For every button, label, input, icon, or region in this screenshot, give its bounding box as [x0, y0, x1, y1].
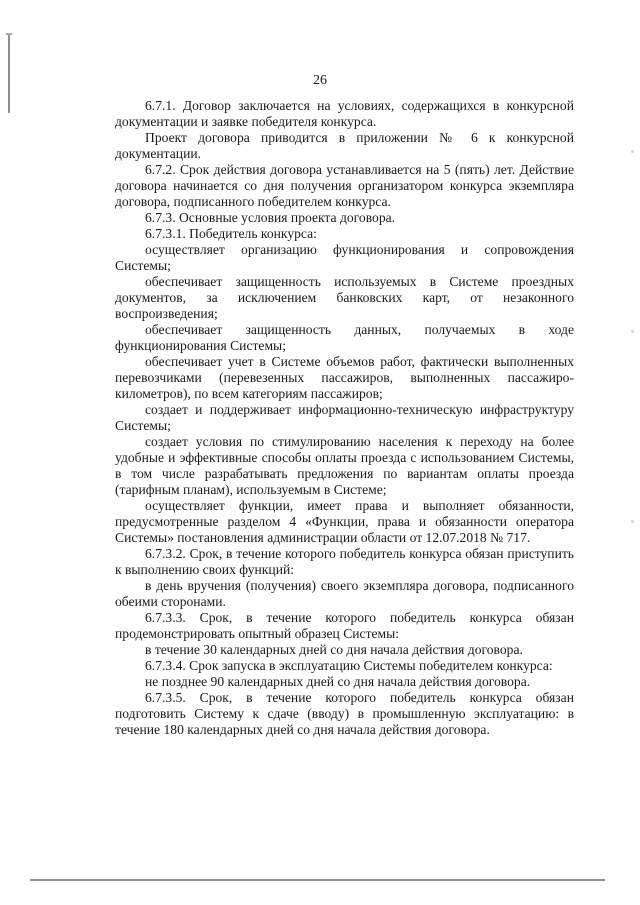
page-number: 26	[313, 73, 327, 88]
paragraph: 6.7.3.4. Срок запуска в эксплуатацию Системы победителем конкурса:	[145, 658, 553, 673]
paragraph: обеспечивает защищенность данных, получаемых в ходе функционирования Системы;	[115, 322, 574, 353]
document-body	[115, 98, 574, 738]
paragraph: осуществляет функции, имеет права и выполняет обязанности, предусмотренные разделом 4 «Функции, права и обязанности оператора Системы» постановления администрации области от 12.07.2018 № 717.	[115, 498, 574, 545]
scan-speck	[631, 150, 634, 153]
paragraph: создает и поддерживает информационно-техническую инфраструктуру Системы;	[115, 402, 574, 433]
paragraph: 6.7.1. Договор заключается на условиях, содержащихся в конкурсной документации и заявке победителя конкурса.	[115, 98, 574, 129]
scan-speck	[631, 520, 634, 523]
paragraph: обеспечивает учет в Системе объемов работ, фактически выполненных перевозчиками (перевезенных пассажиров, выполненных пассажиро-километров), по всем категориям пассажиров;	[115, 354, 574, 401]
paragraph: создает условия по стимулированию населения к переходу на более удобные и эффективные способы оплаты проезда с использованием Системы, в том числе разрабатывать предложения по вариантам оплаты проезда (тарифным планам), используемым в Системе;	[115, 434, 574, 497]
paragraph: в день вручения (получения) своего экземпляра договора, подписанного обеими сторонами.	[115, 578, 574, 609]
paragraph: 6.7.3.3. Срок, в течение которого победитель конкурса обязан продемонстрировать опытный образец Системы:	[115, 610, 574, 641]
paragraph: в течение 30 календарных дней со дня начала действия договора.	[145, 642, 523, 657]
paragraph: Проект договора приводится в приложении № 6 к конкурсной документации.	[115, 130, 574, 161]
scan-speck	[631, 330, 634, 333]
paragraph: осуществляет организацию функционирования и сопровождения Системы;	[115, 242, 574, 273]
paragraph: 6.7.3.5. Срок, в течение которого победитель конкурса обязан подготовить Систему к сдаче (вводу) в промышленную эксплуатацию: в течение 180 календарных дней со дня начала действия договора.	[115, 690, 574, 737]
paragraph: 6.7.2. Срок действия договора устанавливается на 5 (пять) лет. Действие договора начинается со дня получения организатором конкурса экземпляра договора, подписанного победителем конкурса.	[115, 162, 574, 209]
paragraph: 6.7.3.2. Срок, в течение которого победитель конкурса обязан приступить к выполнению своих функций:	[115, 546, 574, 577]
paragraph: обеспечивает защищенность используемых в Системе проездных документов, за исключением банковских карт, от незаконного воспроизведения;	[115, 274, 574, 321]
paragraph: 6.7.3. Основные условия проекта договора.	[145, 210, 396, 225]
scan-bottom-edge	[30, 879, 605, 881]
paragraph: 6.7.3.1. Победитель конкурса:	[145, 226, 317, 241]
paragraph: не позднее 90 календарных дней со дня начала действия договора.	[145, 674, 531, 689]
